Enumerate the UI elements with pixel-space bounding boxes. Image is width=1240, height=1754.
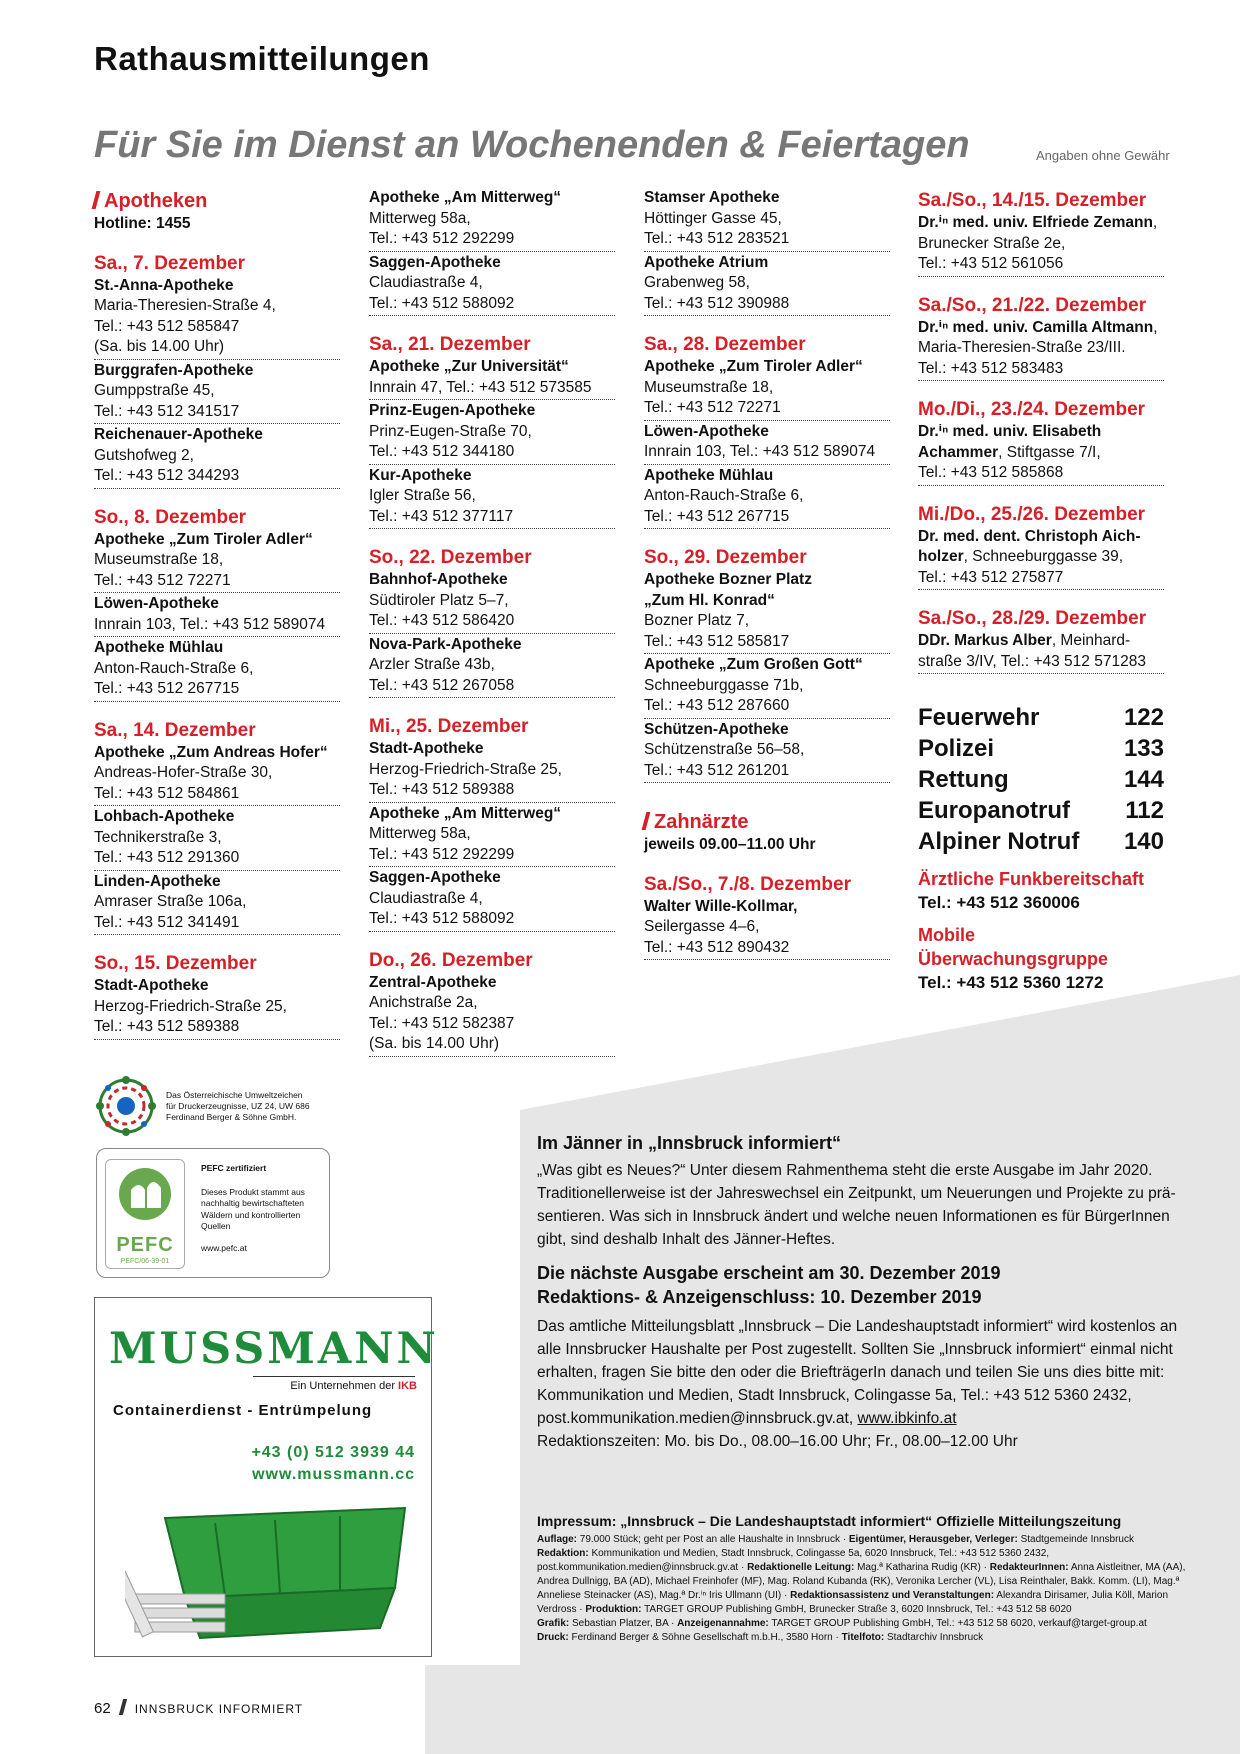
pharmacy-line: Tel.: +43 512 267058	[369, 676, 515, 694]
date-heading: So., 15. Dezember	[94, 953, 257, 974]
pefc-badge	[96, 1148, 330, 1278]
dentist-address: , Meinhardstraße 3/IV, Tel.: +43 512 571283	[918, 632, 1146, 670]
dentist-name-line	[918, 631, 1164, 672]
dentist-address: ,	[1153, 318, 1158, 336]
pharmacy-line: Tel.: +43 512 589388	[94, 1018, 240, 1035]
pharmacy-line: Gumppstraße 45,	[94, 382, 215, 399]
emergency-number: 140	[1123, 828, 1164, 855]
ad-phone: +43 (0) 512 3939 44	[251, 1444, 415, 1461]
pharmacy-line: Mitterweg 58a,	[369, 825, 471, 842]
page-footer	[94, 1699, 303, 1717]
dentist-name-line	[918, 213, 1164, 234]
pharmacy-line: Tel.: +43 512 584861	[94, 784, 240, 802]
pharmacy-entry	[369, 635, 615, 699]
mussmann-ad	[94, 1297, 439, 1657]
pharmacy-entry	[644, 570, 890, 654]
info-title: Im Jänner in „Innsbruck informiert“	[537, 1133, 842, 1153]
pefc-logo-box	[105, 1159, 185, 1269]
pharmacy-name: Stamser Apotheke	[644, 189, 780, 206]
pharmacy-entry	[94, 807, 340, 871]
pharmacy-name: Burggrafen-Apotheke	[94, 361, 254, 379]
pharmacy-name: Kur-Apotheke	[369, 466, 472, 484]
pharmacy-line: Tel.: +43 512 261201	[644, 761, 790, 779]
dentist-entry	[918, 631, 1164, 674]
dentist-name-line	[918, 318, 1164, 339]
pharmacy-line: Tel.: +43 512 582387	[369, 1014, 515, 1032]
pharmacy-entry	[94, 976, 340, 1040]
pharmacy-entry	[644, 357, 890, 421]
date-heading: So., 8. Dezember	[94, 506, 247, 528]
pharmacy-line: Höttinger Gasse 45,	[644, 209, 782, 227]
apotheken-heading: Apotheken	[94, 188, 340, 214]
dentist-name-line	[918, 527, 1164, 568]
dentist-address: , Stiftgasse 7/I,	[998, 443, 1101, 461]
ibkinfo-link[interactable]: www.ibkinfo.at	[857, 1410, 957, 1427]
pharmacy-line: Tel.: +43 512 390988	[644, 294, 790, 312]
pharmacy-line: Tel.: +43 512 267715	[94, 680, 240, 697]
pharmacy-entry	[369, 357, 615, 400]
zahnaerzte-heading: Zahnärzte	[644, 809, 890, 835]
pharmacy-column-2	[369, 188, 615, 1058]
pharmacy-entry	[94, 361, 340, 425]
eco-label-icon	[94, 1074, 158, 1138]
pharmacy-name: Reichenauer-Apotheke	[94, 426, 263, 443]
dentist-entry	[918, 527, 1164, 591]
emergency-row	[918, 733, 1164, 764]
pharmacy-column-1	[94, 188, 340, 1041]
ad-web: www.mussmann.cc	[252, 1466, 415, 1483]
pharmacy-entry	[94, 743, 340, 807]
emergency-number: 122	[1123, 704, 1164, 731]
pharmacy-line: Grabenweg 58,	[644, 274, 750, 291]
pharmacy-line: (Sa. bis 14.00 Uhr)	[369, 1035, 500, 1052]
pharmacy-line: Tel.: +43 512 344180	[369, 443, 515, 460]
pharmacy-line: Maria-Theresien-Straße 4,	[94, 297, 276, 314]
dentist-line: Tel.: +43 512 583483	[918, 359, 1064, 377]
ad-service: Containerdienst - Entrümpelung	[113, 1402, 373, 1419]
pharmacy-line: Anton-Rauch-Straße 6,	[644, 487, 804, 504]
doctor-list	[918, 188, 1164, 674]
pharmacy-line: Tel.: +43 512 72271	[644, 399, 781, 416]
pharmacy-entry	[644, 655, 890, 719]
pharmacy-entry	[369, 401, 615, 465]
dentist-address: ,	[1152, 214, 1158, 231]
date-heading: Sa./So., 28./29. Dezember	[918, 608, 1147, 629]
pefc-title: PEFC zertifiziert	[201, 1163, 267, 1173]
pefc-tree-icon	[106, 1160, 184, 1230]
date-heading: So., 22. Dezember	[369, 547, 532, 568]
zahnaerzte-hours: jeweils 09.00–11.00 Uhr	[644, 836, 816, 853]
dentist-name-line	[918, 422, 1164, 463]
pharmacy-entry	[94, 425, 340, 489]
date-heading: Sa./So., 21./22. Dezember	[918, 294, 1147, 316]
pharmacy-entry	[369, 253, 615, 317]
pharmacy-name: Saggen-Apotheke	[369, 869, 501, 886]
dentist-name: Dr.ⁱⁿ med. univ. Elfriede Zemann	[918, 214, 1153, 231]
pharmacy-line: Tel.: +43 512 344293	[94, 467, 240, 484]
emergency-number: 133	[1123, 735, 1164, 762]
dentist-entry	[918, 318, 1164, 382]
pefc-text-block	[201, 1163, 319, 1254]
pharmacy-name: Zentral-Apotheke	[369, 973, 497, 991]
eco-label	[94, 1074, 354, 1134]
pharmacy-line: Herzog-Friedrich-Straße 25,	[369, 760, 562, 778]
pharmacy-entry	[369, 466, 615, 530]
pharmacy-line: Technikerstraße 3,	[94, 828, 222, 846]
pharmacy-line: Tel.: +43 512 588092	[369, 910, 515, 927]
pefc-logo-text: PEFC	[116, 1234, 174, 1256]
pharmacy-line: Schützenstraße 56–58,	[644, 741, 805, 758]
pharmacy-line: Tel.: +43 512 585847	[94, 317, 240, 335]
pharmacy-name: Apotheke Mühlau	[94, 639, 224, 656]
pefc-code: PEFC/06-39-01	[120, 1258, 170, 1265]
pharmacy-entry	[369, 570, 615, 634]
emergency-label: Polizei	[918, 735, 995, 762]
pharmacy-line: Claudiastraße 4,	[369, 274, 483, 291]
pharmacy-line: Arzler Straße 43b,	[369, 656, 495, 673]
pharmacy-line: Tel.: +43 512 341491	[94, 913, 240, 931]
pharmacy-entry	[369, 804, 615, 868]
funk-tel: Tel.: +43 512 360006	[918, 893, 1080, 912]
date-heading: So., 29. Dezember	[644, 547, 807, 568]
page-number: 62	[94, 1700, 111, 1717]
pharmacy-name: St.-Anna-Apotheke	[94, 276, 234, 294]
pharmacy-name: Apotheke Bozner Platz	[644, 571, 812, 588]
pharmacy-name: Apotheke „Am Mitterweg“	[369, 804, 562, 822]
pharmacy-line: Tel.: +43 512 292299	[369, 845, 515, 863]
dentist-entry	[918, 422, 1164, 486]
container-illustration	[125, 1498, 415, 1648]
impressum-title: Impressum: „Innsbruck – Die Landeshauptstadt informiert“ Offizielle Mitteilungszeitung	[537, 1513, 1122, 1529]
pharmacy-line: Tel.: +43 512 267715	[644, 507, 790, 525]
pharmacy-line: Anichstraße 2a,	[369, 994, 478, 1011]
pharmacy-name: Stadt-Apotheke	[369, 740, 484, 757]
hotline: Hotline: 1455	[94, 215, 191, 232]
col3-list	[644, 188, 890, 783]
pharmacy-entry	[94, 638, 340, 702]
pharmacy-name: Prinz-Eugen-Apotheke	[369, 402, 536, 419]
pharmacy-line: Innrain 103, Tel.: +43 512 589074	[644, 443, 876, 460]
date-heading: Sa., 28. Dezember	[644, 334, 806, 355]
pharmacy-name: Apotheke „Zum Großen Gott“	[644, 656, 863, 673]
pharmacy-name: Apotheke Atrium	[644, 253, 769, 271]
dentist-name: Dr.ⁱⁿ med. univ. Elisabeth Achammer	[918, 423, 1102, 461]
pharmacy-line: Tel.: +43 512 588092	[369, 294, 515, 312]
dentist-line: Tel.: +43 512 561056	[918, 255, 1064, 272]
pharmacy-line: Andreas-Hofer-Straße 30,	[94, 764, 273, 781]
emergency-label: Feuerwehr	[918, 704, 1040, 731]
pharmacy-name: Nova-Park-Apotheke	[369, 635, 522, 653]
pharmacy-entry	[369, 868, 615, 932]
pharmacy-line: Igler Straße 56,	[369, 487, 476, 504]
date-heading: Do., 26. Dezember	[369, 949, 533, 971]
slash-icon	[119, 1699, 127, 1715]
disclaimer: Angaben ohne Gewähr	[1036, 148, 1170, 163]
zahnaerzte-section	[644, 809, 890, 960]
pharmacy-line: Tel.: +43 512 586420	[369, 612, 515, 629]
pharmacy-line: Prinz-Eugen-Straße 70,	[369, 422, 532, 440]
pharmacy-entry	[369, 973, 615, 1057]
date-heading: Sa./So., 14./15. Dezember	[918, 190, 1147, 211]
pharmacy-line: Mitterweg 58a,	[369, 209, 471, 227]
impressum	[537, 1511, 1197, 1645]
mobile-label: Mobile Überwachungsgruppe	[918, 925, 1109, 969]
pharmacy-name: Apotheke „Am Mitterweg“	[369, 189, 562, 206]
publication-name: INNSBRUCK INFORMIERT	[134, 1702, 304, 1716]
eco-label-text: Das Österreichische Umweltzeichen für Druckerzeugnisse, UZ 24, UW 686 Ferdinand Berger & Söhne GmbH.	[166, 1090, 310, 1122]
pharmacy-name: Bahnhof-Apotheke	[369, 571, 508, 588]
pharmacy-name: Saggen-Apotheke	[369, 253, 501, 271]
emergency-number: 112	[1125, 797, 1164, 824]
dentist-name: Walter Wille-Kollmar,	[644, 897, 798, 915]
pharmacy-line: Museumstraße 18,	[644, 378, 774, 396]
pharmacy-name: Apotheke Mühlau	[644, 466, 774, 484]
emergency-number: 144	[1123, 766, 1164, 793]
emergency-label: Alpiner Notruf	[918, 828, 1080, 855]
pharmacy-name: Apotheke „Zur Universität“	[369, 358, 569, 375]
info-text: „Was gibt es Neues?“ Unter diesem Rahmenthema steht die erste Ausgabe im Jahr 2020. Traditionellerweise ist der Jahreswechsel ein Zeitpunkt, um Neuerungen und Projekte zu präsentieren. Was sich in Innsbruck ändert und welche neuen Informationen es für BürgerInnen gibt, sind deshalb Inhalt des Jänner-Heftes.	[537, 1162, 1176, 1248]
ad-divider	[253, 1376, 415, 1377]
ikb-logo: IKB	[398, 1380, 417, 1392]
ad-brand: MUSSMANN	[109, 1324, 439, 1374]
dentist-line: Tel.: +43 512 275877	[918, 568, 1064, 586]
pharmacy-entry	[94, 872, 340, 936]
emergency-list	[918, 702, 1164, 857]
pharmacy-entry	[94, 530, 340, 594]
next-issue: Die nächste Ausgabe erscheint am 30. Dezember 2019 Redaktions- & Anzeigenschluss: 10. Dezember 2019	[537, 1263, 1001, 1307]
pharmacy-line: Tel.: +43 512 291360	[94, 849, 240, 866]
pharmacy-entry	[644, 188, 890, 252]
col1-list	[94, 251, 340, 1040]
date-heading: Sa., 21. Dezember	[369, 334, 531, 355]
pharmacy-line: Tel.: +43 512 292299	[369, 230, 515, 247]
pharmacy-line: Tel.: +43 512 287660	[644, 697, 790, 714]
impressum-text: Auflage: 79.000 Stück; geht per Post an alle Haushalte in Innsbruck · Eigentümer, Herausgeber, Verleger: Stadtgemeinde Innsbruck Redaktion: Kommunikation und Medien, Stadt Innsbruck, Colingasse 5a, 6020 Innsbruck, Tel.: +43 512 5360 2432, post.kommunikation.medien@innsbruck.gv.at · Redaktionelle Leitung: Mag.ª Katharina Rudig (KR) · RedakteurInnen: Anna Aistleitner, MA (AA), Andrea Dullnigg, BA (AD), Michael Freinhofer (MF), Mag. Roland Kubanda (RK), Veronika Lercher (VL), Lisa Reinthaler, Bakk. Komm. (LI), Mag.ª Anneliese Steinacker (AS), Mag.ª Dr.ⁱⁿ Iris Ullmann (UI) · Redaktionsassistenz und Veranstaltungen: Alexandra Dirisamer, Julia Köll, Marion Verdross · Produktion: TARGET GROUP Publishing GmbH, Brunecker Straße 3, 6020 Innsbruck, Tel.: +43 512 58 6020 Grafik: Sebastian Platzer, BA · Anzeigenannahme: TARGET GROUP Publishing GmbH, Tel.: +43 512 58 6020, verkauf@target-group.at Druck: Ferdinand Berger & Söhne Gesellschaft m.b.H., 3580 Horn · Titelfoto: Stadtarchiv Innsbruck	[537, 1534, 1186, 1643]
pharmacy-line: Innrain 47, Tel.: +43 512 573585	[369, 378, 592, 396]
dentist-name: Dr. med. dent. Christoph Aichholzer	[918, 527, 1141, 565]
pharmacy-name: Schützen-Apotheke	[644, 720, 789, 738]
date-heading: Sa., 14. Dezember	[94, 719, 256, 741]
col2-list	[369, 188, 615, 1057]
pharmacy-name: Löwen-Apotheke	[94, 595, 219, 612]
pharmacy-name: Löwen-Apotheke	[644, 422, 769, 440]
funk-label: Ärztliche Funkbereitschaft	[918, 869, 1145, 889]
funk-section	[918, 867, 1164, 995]
dentist-column	[918, 188, 1164, 1003]
date-heading: Mo./Di., 23./24. Dezember	[918, 399, 1146, 420]
pharmacy-entry	[94, 276, 340, 360]
pharmacy-line: Schneeburggasse 71b,	[644, 676, 804, 694]
pharmacy-line: Tel.: +43 512 589388	[369, 781, 515, 798]
dentist-line: Maria-Theresien-Straße 23/III.	[918, 339, 1126, 356]
pharmacy-line: Tel.: +43 512 72271	[94, 571, 231, 589]
dentist-line: Seilergasse 4–6,	[644, 918, 760, 935]
dentist-line: Tel.: +43 512 890432	[644, 938, 790, 956]
headline: Für Sie im Dienst an Wochenenden & Feiertagen	[94, 124, 970, 166]
pharmacy-entry	[644, 466, 890, 530]
pharmacy-name: Apotheke „Zum Andreas Hofer“	[94, 743, 328, 761]
pharmacy-line: Bozner Platz 7,	[644, 612, 750, 629]
pharmacy-name: „Zum Hl. Konrad“	[644, 591, 775, 609]
pharmacy-line: Amraser Straße 106a,	[94, 893, 247, 910]
pharmacy-line: Museumstraße 18,	[94, 551, 224, 568]
date-heading: Mi., 25. Dezember	[369, 716, 529, 737]
pefc-text: Dieses Produkt stammt aus nachhaltig bewirtschafteten Wäldern und kontrollierten Quellen	[201, 1186, 305, 1231]
pharmacy-line: Gutshofweg 2,	[94, 446, 194, 464]
dentist-name: DDr. Markus Alber	[918, 632, 1052, 649]
info-section	[537, 1132, 1187, 1453]
emergency-row	[918, 702, 1164, 733]
pharmacy-column-3	[644, 188, 890, 961]
mobile-tel: Tel.: +43 512 5360 1272	[918, 973, 1104, 992]
dentist-line: Tel.: +43 512 585868	[918, 464, 1064, 481]
pharmacy-entry	[644, 422, 890, 465]
dentist-line: Brunecker Straße 2e,	[918, 234, 1066, 252]
date-heading: Sa., 7. Dezember	[94, 252, 246, 274]
date-heading: Sa./So., 7./8. Dezember	[644, 873, 851, 895]
ad-sub: Ein Unternehmen der IKB	[290, 1380, 417, 1392]
dentist-name: Dr.ⁱⁿ med. univ. Camilla Altmann	[918, 318, 1154, 336]
pharmacy-line: Claudiastraße 4,	[369, 889, 483, 907]
emergency-numbers	[918, 702, 1164, 857]
pharmacy-entry	[369, 188, 615, 252]
pharmacy-line: Tel.: +43 512 341517	[94, 402, 240, 420]
pharmacy-line: (Sa. bis 14.00 Uhr)	[94, 338, 225, 355]
pharmacy-name: Lohbach-Apotheke	[94, 808, 235, 825]
emergency-label: Europanotruf	[918, 797, 1070, 824]
date-heading: Mi./Do., 25./26. Dezember	[918, 503, 1146, 525]
dentist-entry	[644, 897, 890, 961]
pharmacy-line: Tel.: +43 512 585817	[644, 632, 790, 650]
emergency-row	[918, 764, 1164, 795]
pefc-url: www.pefc.at	[201, 1242, 247, 1253]
pharmacy-name: Apotheke „Zum Tiroler Adler“	[94, 530, 313, 548]
pharmacy-line: Innrain 103, Tel.: +43 512 589074	[94, 615, 326, 633]
page-title: Rathausmitteilungen	[94, 40, 430, 77]
pharmacy-line: Anton-Rauch-Straße 6,	[94, 659, 254, 677]
pharmacy-name: Stadt-Apotheke	[94, 977, 209, 994]
pharmacy-line: Herzog-Friedrich-Straße 25,	[94, 997, 287, 1015]
pharmacy-entry	[94, 594, 340, 637]
pharmacy-line: Tel.: +43 512 377117	[369, 507, 514, 525]
pharmacy-entry	[644, 253, 890, 317]
pharmacy-entry	[369, 739, 615, 803]
pharmacy-name: Linden-Apotheke	[94, 872, 221, 890]
dentist-address: , Schneeburggasse 39,	[963, 548, 1124, 565]
emergency-label: Rettung	[918, 766, 1009, 793]
pharmacy-name: Apotheke „Zum Tiroler Adler“	[644, 358, 863, 375]
pharmacy-line: Südtiroler Platz 5–7,	[369, 591, 509, 609]
info-text2: Das amtliche Mitteilungsblatt „Innsbruck – Die Landeshauptstadt informiert“ wird kostenlos an alle Innsbrucker Haushalte per Post zugestellt. Sollten Sie „Innsbruck informiert“ einmal nicht erhalten, fragen Sie bitte den oder die BriefträgerIn danach und teilen Sie uns dies bitte mit: Kommunikation und Medien, Stadt Innsbruck, Colingasse 5a, Tel.: +43 512 5360 2432, post.kommunikation.medien@innsbruck.gv.at, www.ibkinfo.at Redaktionszeiten: Mo. bis Do., 08.00–16.00 Uhr; Fr., 08.00–12.00 Uhr	[537, 1318, 1178, 1450]
pharmacy-line: Tel.: +43 512 283521	[644, 230, 790, 247]
emergency-row	[918, 826, 1164, 857]
emergency-row	[918, 795, 1164, 826]
dentist-entry	[918, 213, 1164, 277]
pharmacy-entry	[644, 720, 890, 784]
